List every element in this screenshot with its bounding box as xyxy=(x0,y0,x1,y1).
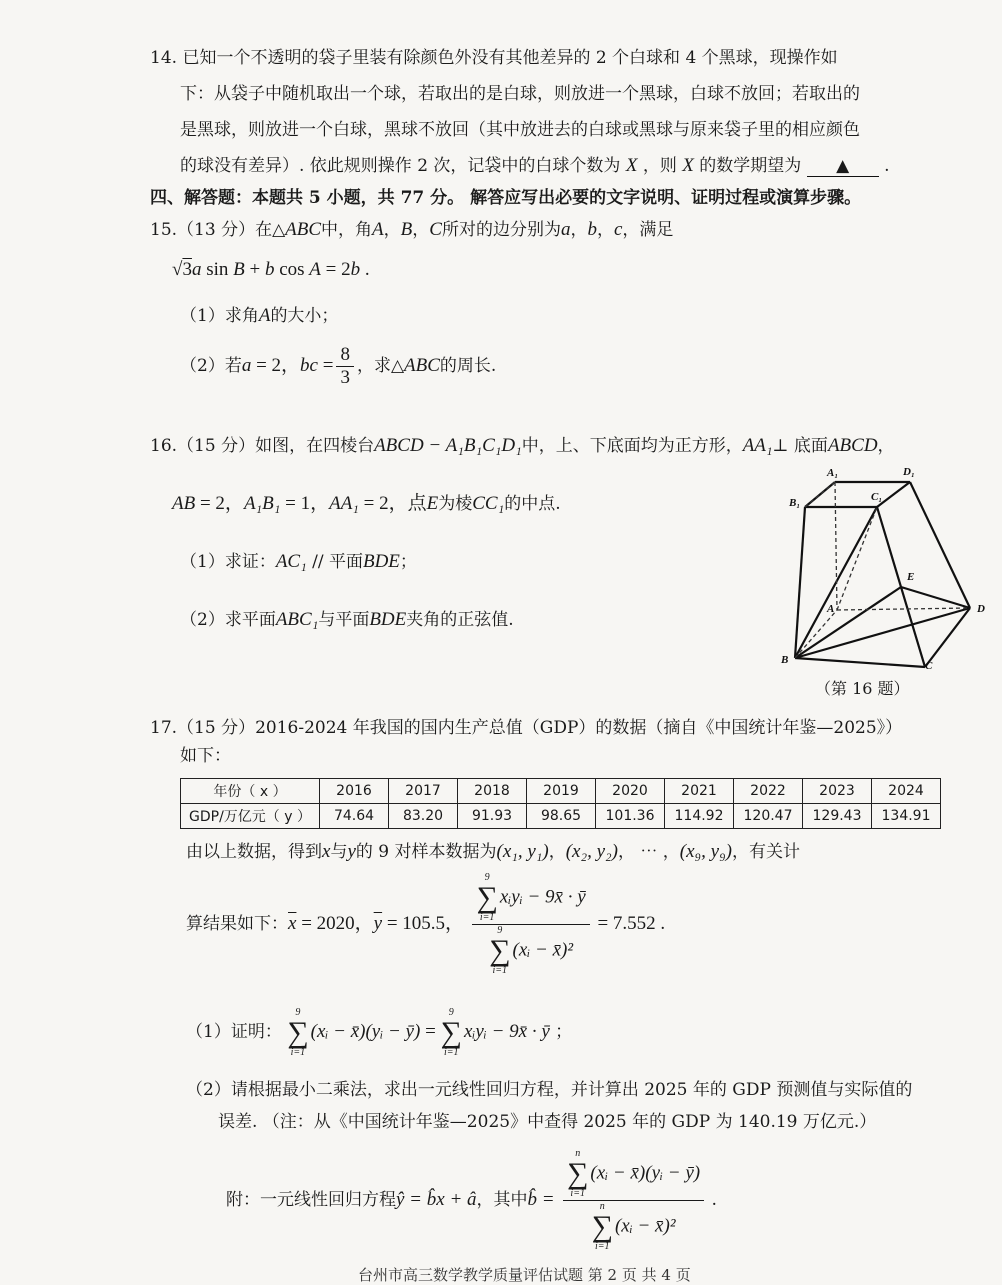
q17-part-1: （1）证明： 9 ∑ i=1 (xᵢ − x̄)(yᵢ − ȳ) = 9 ∑ i=1 xᵢyᵢ − 9x̄ · ȳ ； xyxy=(186,1006,573,1058)
visible-edges xyxy=(795,482,970,667)
table-cell: 2022 xyxy=(734,779,803,804)
table-header-gdp: GDP/万亿元（ y ） xyxy=(181,804,320,829)
table-cell: 2016 xyxy=(320,779,389,804)
table-cell: 2017 xyxy=(389,779,458,804)
label-d: D xyxy=(977,603,985,615)
q16-line-2: AB = 2，A₁B₁ = 1，AA₁ = 2，点E为棱CC₁的中点. xyxy=(172,493,561,514)
table-row xyxy=(181,804,941,829)
q17-line-3: 由以上数据，得到x与y的 9 对样本数据为(x₁, y₁)，(x₂, y₂)， ⋯ ，(x₉, y₉)，有关计 xyxy=(186,841,801,862)
label-b: B xyxy=(781,654,789,666)
q17-line-2: 如下： xyxy=(180,746,231,766)
table-cell: 2021 xyxy=(665,779,734,804)
table-cell: 2020 xyxy=(596,779,665,804)
q14-line-3: 是黑球，则放进一个白球，黑球不放回（其中放进去的白球或黑球与原来袋子里的相应颜色 xyxy=(180,120,860,140)
label-c1: C₁ xyxy=(871,491,883,503)
q17-part-2-line-2: 误差. （注：从《中国统计年鉴—2025》中查得 2025 年的 GDP 为 140.19 万亿元.） xyxy=(218,1112,877,1132)
fraction-8-3: $\frac{8}{3}$ xyxy=(336,344,354,389)
label-a: A xyxy=(827,603,835,615)
slope-fraction: n ∑ i=1 (xᵢ − x̄)(yᵢ − ȳ) n ∑ i=1 (xᵢ − x̄)² xyxy=(563,1148,704,1253)
q16-line-1: 16.（15 分）如图，在四棱台ABCD − A₁B₁C₁D₁中，上、下底面均为正方形，AA₁⊥ 底面ABCD， xyxy=(150,435,895,456)
table-cell: 74.64 xyxy=(320,804,389,829)
table-cell: 2023 xyxy=(803,779,872,804)
table-cell: 129.43 xyxy=(803,804,872,829)
table-row xyxy=(181,779,941,804)
triangle-marker-icon: ▲ xyxy=(836,156,850,176)
table-header-year: 年份（ x ） xyxy=(181,779,320,804)
label-e: E xyxy=(907,571,915,583)
q15-line-1: 15.（13 分）在△ABC中，角A，B，C所对的边分别为a，b，c，满足 xyxy=(150,219,674,240)
answer-blank xyxy=(807,156,879,177)
table-cell: 2018 xyxy=(458,779,527,804)
q16-part-1: （1）求证：AC₁ // 平面BDE； xyxy=(180,551,417,572)
section-4-heading: 四、解答题：本题共 5 小题，共 77 分。 解答应写出必要的文字说明、证明过程或演算步骤。 xyxy=(150,188,862,208)
table-cell: 101.36 xyxy=(596,804,665,829)
label-c: C xyxy=(925,660,933,672)
q14-line-4: 的球没有差异）. 依此规则操作 2 次，记袋中的白球个数为 X ，则 X 的数学期望为 ▲ . xyxy=(180,155,890,176)
figure-caption: （第 16 题） xyxy=(815,679,910,698)
page-footer: 台州市高三数学教学质量评估试题 第 2 页 共 4 页 xyxy=(358,1266,691,1284)
hidden-edges xyxy=(795,482,970,658)
table-cell: 134.91 xyxy=(872,804,941,829)
table-cell: 2019 xyxy=(527,779,596,804)
calc-fraction: 9 ∑ i=1 xᵢyᵢ − 9x̄ · ȳ 9 ∑ i=1 (xᵢ − x̄)² xyxy=(472,872,589,977)
q15-part-1: （1）求角A的大小； xyxy=(180,305,339,326)
table-cell: 91.93 xyxy=(458,804,527,829)
frustum-figure xyxy=(775,462,995,672)
gdp-table xyxy=(180,778,941,829)
table-cell: 83.20 xyxy=(389,804,458,829)
table-cell: 98.65 xyxy=(527,804,596,829)
q17-line-1: 17.（15 分）2016-2024 年我国的国内生产总值（GDP）的数据（摘自《中国统计年鉴—2025》） xyxy=(150,718,903,738)
label-d1: D₁ xyxy=(903,466,915,478)
q16-part-2: （2）求平面ABC₁与平面BDE夹角的正弦值. xyxy=(180,609,514,630)
table-cell: 114.92 xyxy=(665,804,734,829)
q17-calc-result: 算结果如下：$\overline{x} = 2020$，$\overline{y} = 105.5$， 9 ∑ i=1 xᵢyᵢ − 9x̄ · ȳ 9 ∑ i=1 (xᵢ − x̄)² = 7.552 . xyxy=(186,872,666,977)
q15-condition-equation: √3a sin B + b cos A = 2b . xyxy=(172,259,370,280)
q17-part-2-line-1: （2）请根据最小二乘法，求出一元线性回归方程，并计算出 2025 年的 GDP 预测值与实际值的 xyxy=(186,1080,913,1100)
q17-appendix: 附：一元线性回归方程ŷ = b̂x + â，其中b̂ = n ∑ i=1 (xᵢ − x̄)(yᵢ − ȳ) n ∑ i=1 (xᵢ − x̄)² . xyxy=(226,1148,717,1253)
q15-part-2: （2）若a = 2，bc = $\frac{8}{3}$ ，求△ABC的周长. xyxy=(180,344,497,389)
label-a1: A₁ xyxy=(827,467,839,479)
q14-line-1: 14. 已知一个不透明的袋子里装有除颜色外没有其他差异的 2 个白球和 4 个黑球，现操作如 xyxy=(150,48,838,68)
q14-line-2: 下：从袋子中随机取出一个球，若取出的是白球，则放进一个黑球，白球不放回；若取出的 xyxy=(180,84,860,104)
table-cell: 120.47 xyxy=(734,804,803,829)
table-cell: 2024 xyxy=(872,779,941,804)
label-b1: B₁ xyxy=(789,497,801,509)
